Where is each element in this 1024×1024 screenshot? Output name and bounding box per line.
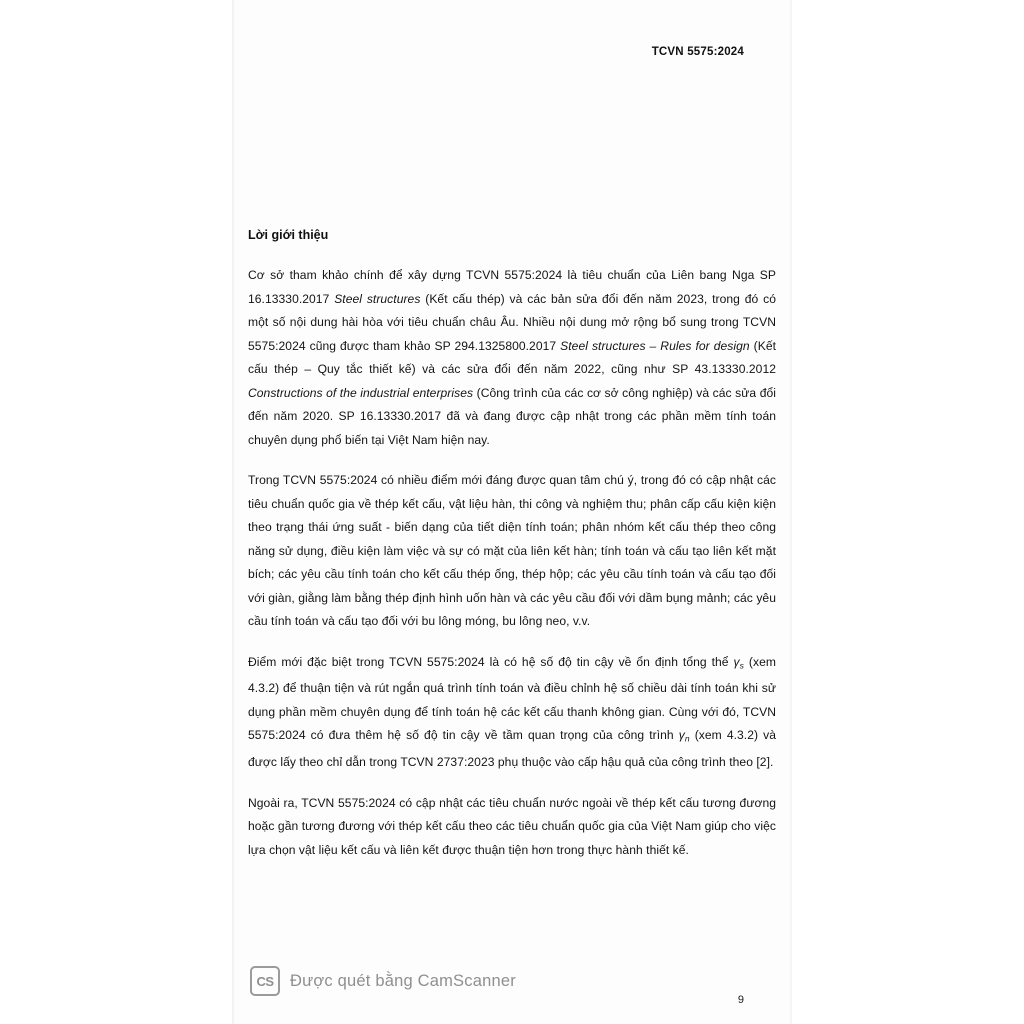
gamma-symbol-n: γ (678, 728, 685, 743)
paragraph-1-part-a: Cơ sở tham khảo chính để xây dựng TCVN 5575:2024 là tiêu chuẩn của Liên bang Nga SP 16.13330.2017 (248, 268, 776, 306)
camscanner-label: Được quét bằng CamScanner (290, 971, 516, 990)
paragraph-3-part-b: (xem 4.3.2) để thuận tiện và rút ngắn quá trình tính toán và điều chỉnh hệ số chiều dài tính toán khi sử dụng phần mềm chuyên dụng để tính toán hệ các kết cấu thanh không gian. Cùng với đó, TCVN 5575:2024 có đưa thêm hệ số độ tin cậy về tầm quan trọng của công trình (248, 654, 776, 743)
paragraph-2: Trong TCVN 5575:2024 có nhiều điểm mới đáng được quan tâm chú ý, trong đó có cập nhật các tiêu chuẩn quốc gia về thép kết cấu, vật liệu hàn, thi công và nghiệm thu; phân cấp cấu kiện kiện theo trạng thái ứng suất - biến dạng của tiết diện tính toán; phân nhóm kết cấu thép theo công năng sử dụng, điều kiện làm việc và sự có mặt của liên kết hàn; tính toán và cấu tạo liên kết mặt bích; các yêu cầu tính toán cho kết cấu thép ống, thép hộp; các yêu cầu tính toán và cấu tạo đối với giàn, giằng làm bằng thép định hình uốn hàn và các yêu cầu đối với dầm bụng mảnh; các yêu cầu tính toán và cấu tạo đối với bu lông móng, bu lông neo, v.v. (248, 473, 776, 628)
paragraph-1-italic-c: Constructions of the industrial enterprises (248, 385, 474, 400)
page-content (248, 228, 776, 862)
paragraph-3-part-c: (xem 4.3.2) và được lấy theo chỉ dẫn trong TCVN 2737:2023 phụ thuộc vào cấp hậu quả của công trình theo [2]. (248, 728, 776, 770)
page-number: 9 (737, 994, 744, 1006)
camscanner-watermark (250, 966, 516, 996)
gamma-subscript-s: s (739, 659, 744, 670)
paragraph-1-italic-a: Steel structures (334, 291, 421, 306)
running-head: TCVN 5575:2024 (651, 46, 744, 58)
paragraph-3 (248, 651, 776, 775)
gamma-subscript-n: n (684, 733, 690, 744)
camscanner-icon: CS (250, 966, 280, 996)
paragraph-1-part-b: (Kết cấu thép) và các bản sửa đổi đến năm 2023, trong đó có một số nội dung hài hòa với tiêu chuẩn châu Âu. Nhiều nội dung mở rộng bổ sung trong TCVN 5575:2024 cũng được tham khảo SP 294.1325800.2017 (248, 291, 776, 353)
paragraph-4: Ngoài ra, TCVN 5575:2024 có cập nhật các tiêu chuẩn nước ngoài về thép kết cấu tương đương hoặc gần tương đương với thép kết cấu theo các tiêu chuẩn quốc gia của Việt Nam giúp cho việc lựa chọn vật liệu kết cấu và liên kết được thuận tiện hơn trong thực hành thiết kế. (248, 795, 776, 857)
paragraph-1-italic-b: Steel structures – Rules for design (560, 338, 750, 353)
gamma-symbol-s: γ (733, 654, 740, 669)
paragraph-1 (248, 264, 776, 452)
page-title: Lời giới thiệu (248, 228, 329, 242)
paragraph-1-part-c: (Kết cấu thép – Quy tắc thiết kế) và các sửa đổi đến năm 2022, cũng như SP 43.13330.2012 (248, 338, 777, 376)
document-page (232, 0, 792, 1024)
paragraph-3-part-a: Điểm mới đặc biệt trong TCVN 5575:2024 là có hệ số độ tin cậy về ổn định tổng thể (248, 654, 734, 669)
paragraph-1-part-d: (Công trình của các cơ sở công nghiệp) và các sửa đổi đến năm 2020. SP 16.13330.2017 đã và đang được cập nhật trong các phần mềm tính toán chuyên dụng phổ biến tại Việt Nam hiện nay. (248, 385, 776, 447)
